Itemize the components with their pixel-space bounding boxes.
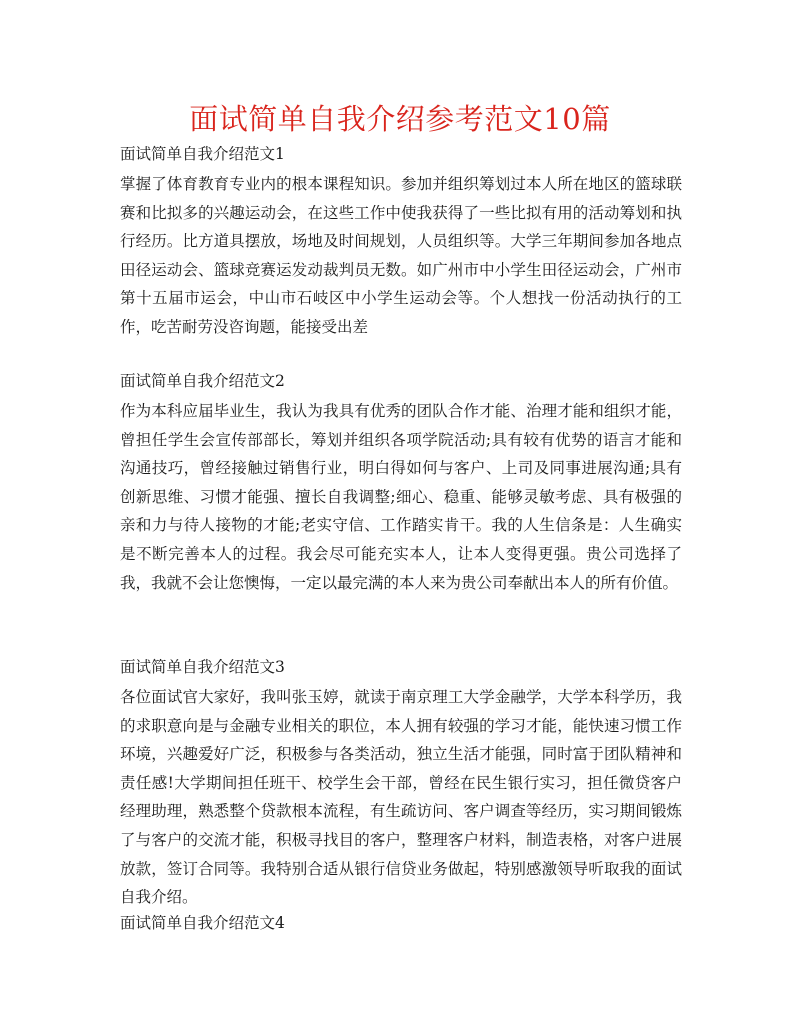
section-heading-3: 面试简单自我介绍范文3 <box>120 658 285 676</box>
section-body-2: 作为本科应届毕业生，我认为我具有优秀的团队合作才能、治理才能和组织才能，曾担任学生会宣传部部长，筹划并组织各项学院活动;具有较有优势的语言才能和沟通技巧，曾经接触过销售行业，明白得如何与客户、上司及同事进展沟通;具有创新思维、习惯才能强、擅长自我调整;细心、稳重、能够灵敏考虑、具有极强的亲和力与待人接物的才能;老实守信、工作踏实肯干。我的人生信条是：人生确实是不断完善本人的过程。我会尽可能充实本人，让本人变得更强。贵公司选择了我，我就不会让您懊悔，一定以最完满的本人来为贵公司奉献出本人的所有价值。 <box>120 402 682 592</box>
section-body-1: 掌握了体育教育专业内的根本课程知识。参加并组织筹划过本人所在地区的篮球联赛和比拟多的兴趣运动会，在这些工作中使我获得了一些比拟有用的活动筹划和执行经历。比方道具摆放，场地及时间规划，人员组织等。大学三年期间参加各地点田径运动会、篮球竞赛运发动裁判员无数。如广州市中小学生田径运动会，广州市第十五届市运会，中山市石岐区中小学生运动会等。个人想找一份活动执行的工作，吃苦耐劳没咨询题，能接受出差 <box>120 175 682 336</box>
section-heading-4: 面试简单自我介绍范文4 <box>120 914 285 932</box>
page-title: 面试简单自我介绍参考范文10篇 <box>189 102 611 136</box>
section-heading-2: 面试简单自我介绍范文2 <box>120 372 285 390</box>
section-heading-1: 面试简单自我介绍范文1 <box>120 145 285 163</box>
section-body-3: 各位面试官大家好，我叫张玉婷，就读于南京理工大学金融学，大学本科学历，我的求职意向是与金融专业相关的职位，本人拥有较强的学习才能，能快速习惯工作环境，兴趣爱好广泛，积极参与各类活动，独立生活才能强，同时富于团队精神和责任感!大学期间担任班干、校学生会干部，曾经在民生银行实习，担任微贷客户经理助理，熟悉整个贷款根本流程，有生疏访问、客户调查等经历，实习期间锻炼了与客户的交流才能，积极寻找目的客户，整理客户材料，制造表格，对客户进展放款，签订合同等。我特别合适从银行信贷业务做起，特别感激领导听取我的面试自我介绍。 <box>120 688 682 907</box>
